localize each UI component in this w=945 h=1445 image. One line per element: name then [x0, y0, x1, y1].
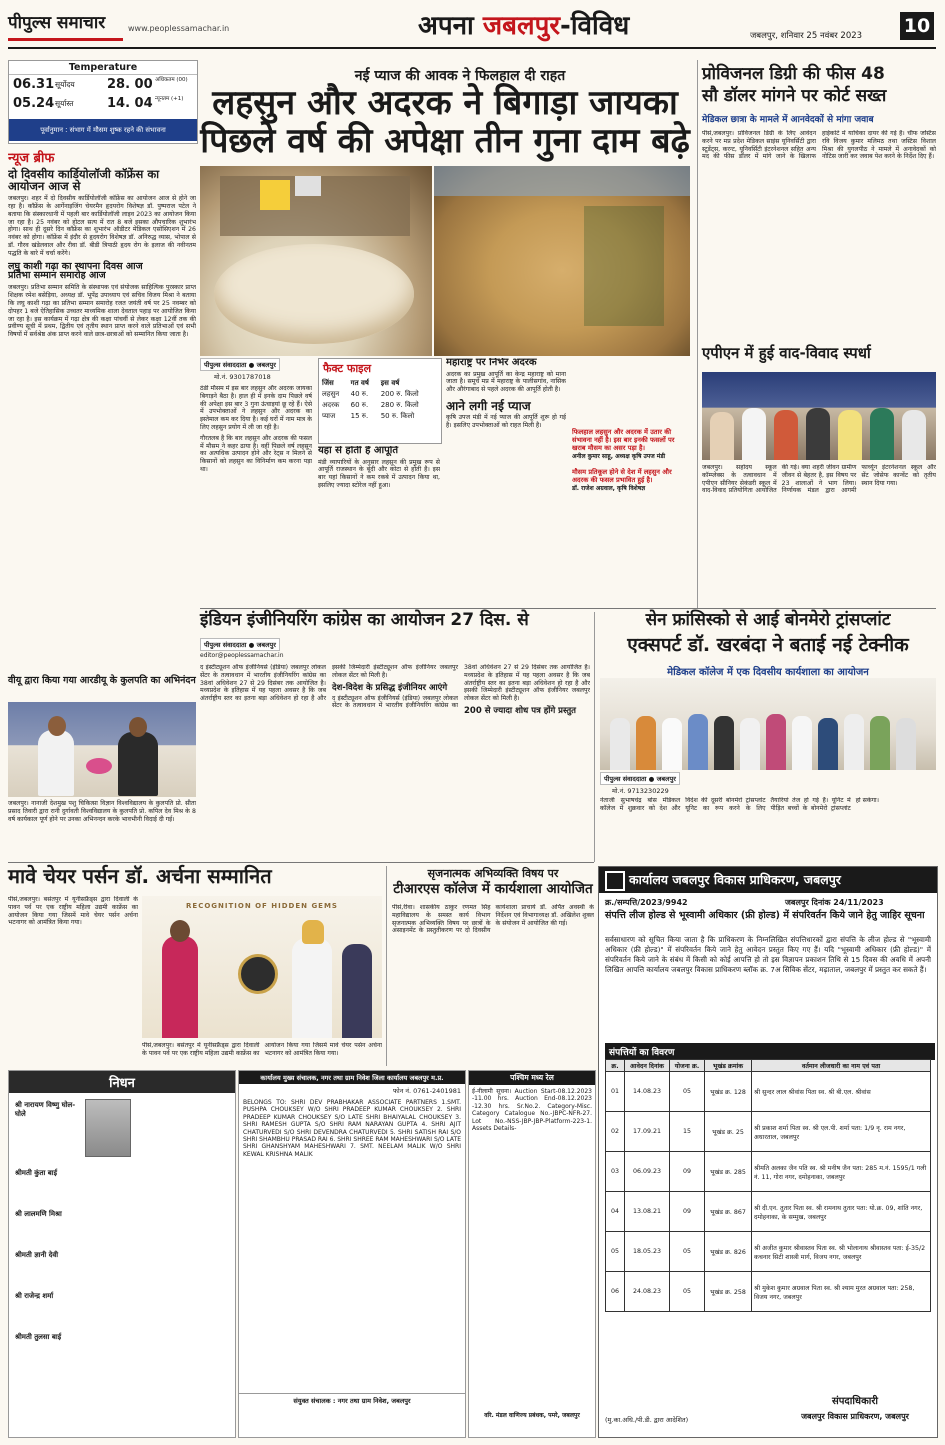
- town-planning-footer: संयुक्त संचालक : नगर तथा ग्राम निवेश, जबलपुर: [239, 1393, 465, 1405]
- jda-property-table: [605, 1059, 931, 1312]
- lead-quotes-col: [572, 358, 690, 606]
- section-title: [418, 8, 629, 44]
- jda-cell: 05: [670, 1072, 705, 1112]
- jda-cell: 13.08.21: [625, 1192, 670, 1232]
- jda-cell: भूखंड क्र. 258: [705, 1272, 752, 1312]
- jda-cell: भूखंड क्र. 25: [705, 1112, 752, 1152]
- fact-cell: 50 रु. किलो: [380, 412, 415, 420]
- brief-1-body: जबलपुर। शहर में दो दिवसीय कार्डियोलॉजी कॉफ्रेंस का आयोजन आज से होने जा रहा है। कॉफ्रेंस के आर्गेनाइजिंग चेयरमैन हृदयरोग विशेषज्ञ डॉ. पुष्पराज पटेल ने बताया कि संस्कारधानी में पहली बार कार्डियोलॉजी लाइव 2023 का आयोजन किया जा रहा है। 25 नवंबर को होटल सत्य में रात 8 बजे इसका औपचारिक शुभारंभ होगा। साथ ही दूसरे दिन कॉफ्रेंस का शुभारंभ ऑडीटर मेडिकल एसोसिएशन में 26 नवंबर को होगा। कॉफ्रेंस में इंदौर से हृदयरोग विशेषज्ञ डॉ. अनिरुद्ध व्यास, भोपाल से डॉ. गौरव खंडेलवाल और रीवा डॉ. बीडी त्रिपाठी हृदय रोग के इलाज की नवीनतम पद्धति के बारे में चर्चा करेंगे।: [8, 195, 196, 257]
- min-temp-value: 14. 04: [107, 96, 153, 111]
- jda-logo-icon: [605, 871, 625, 891]
- divider: [594, 612, 595, 862]
- sunset-label: सूर्यास्त: [55, 99, 74, 108]
- ginger-photo: [434, 166, 690, 356]
- fact-cell: प्याज: [322, 412, 336, 420]
- jda-cell: 14.08.23: [625, 1072, 670, 1112]
- lead-sub-3: आने लगी नई प्याज: [446, 398, 531, 413]
- brief-4-caption: जबलपुर। नानाजी देशमुख पशु चिकित्सा विज्ञान विश्वविद्यालय के कुलपति प्रो. सीता प्रसाद तिवारी द्वारा रानी दुर्गावती विश्वविद्यालय के कुलपति प्रो. कपिल देव मिश्र के 8 वर्ष कार्यकाल पूर्ण होने पर उनका अभिनन्दन करके भावभीनी विदाई दी गई।: [8, 800, 196, 823]
- fact-cell: 280 रु. किलो: [380, 401, 419, 409]
- jda-cell: श्रीमति अलका जैन पति स्व. श्री मनीष जैन पता: 285 म.नं. 1595/1 गली नं. 11, गोरा नगर, दमोहनाका, जबलपुर: [752, 1152, 931, 1192]
- brief-1-title: दो दिवसीय कार्डियोलॉजी कॉफ्रेंस का आयोजन आज से: [8, 167, 160, 194]
- town-planning-notice: [238, 1070, 466, 1438]
- jda-cell: 05: [606, 1232, 625, 1272]
- debate-winners-photo: [702, 372, 936, 460]
- brief-4-title: वीयू द्वारा किया गया आरडीयू के कुलपति का अभिनंदन: [8, 675, 196, 686]
- page-number: 10: [900, 12, 934, 40]
- bone-marrow-headline-1: सेन फ्रांसिस्को से आई बोनमेरो ट्रांसप्लांट: [645, 610, 891, 630]
- jda-cell: श्री मुकेश कुमार अग्रवाल पिता स्व. श्री श्याम मुरत अग्रवाल पता: 258, विजय नगर, जबलपुर: [752, 1272, 931, 1312]
- divider: [8, 862, 594, 863]
- max-temp-value: 28. 00: [107, 77, 153, 92]
- sunrise-value: 06.31: [13, 77, 55, 92]
- bone-marrow-body: नेताजी सुभाषचंद्र बोस मेडिकल कॉलेज में शुक्रवार को देश और विदेश की दूसरी बोनमेरो ट्रांसप्लांट यूनिट का रूप करने के लिए तैयारियां तेज हो गई हैं। यूनिट में पीड़ित बच्चों के बोनमेरो ट्रांसप्लांट हो सकेगा।: [600, 797, 879, 812]
- news-brief-column: [8, 148, 196, 728]
- lead-kicker: नई प्याज की आवक ने फिलहाल दी राहत: [354, 68, 566, 84]
- lead-body-col1: [200, 385, 312, 605]
- jda-signature-title: संपदाधिकारी: [831, 1396, 879, 1407]
- jda-date: जबलपुर दिनांक 24/11/2023: [785, 898, 884, 907]
- lead-quote-2: मौसम प्रतिकूल होने से देश में लहसुन और अदरक की फसल प्रभावित हुई है।: [572, 468, 672, 484]
- obituary-item: श्री राजेन्द्र शर्मा: [15, 1292, 54, 1300]
- engineering-body-2: द इंस्टीट्यूशन ऑफ इंजीनियर्स (इंडिया) जबलपुर लोकल सेंटर के तत्वावधान में भारतीय इंजीनियरिंग कांग्रेस का 38वां अधिवेशन 27 से 29 दिसंबर तक आयोजित है। मध्यप्रदेश के इतिहास में यह पहला अवसर है कि जब अंतर्राष्ट्रीय स्तर का इतना बड़ा अधिवेशन हो रहा है और इसकी जिम्मेदारी इंस्टीट्यूशन ऑफ इंजीनियर जबलपुर लोकल सेंटर को मिली है।: [332, 664, 590, 710]
- fact-file-table: [321, 378, 439, 422]
- fact-cell: 60 रु.: [350, 401, 369, 409]
- jda-col-header: भूखंड क्रमांक: [705, 1060, 752, 1072]
- railway-title: पश्चिम मध्य रेल: [469, 1071, 595, 1085]
- jda-cell: श्री प्रकाश शर्मा पिता स्व. श्री एल.पी. शर्मा पता: 1/9 नृ. राम नगर, अधारताल, जबलपुर: [752, 1112, 931, 1152]
- trs-body: पीसं,रीवा। शासकीय ठाकुर रणमत सिंह महाविद्यालय के समस्त कार्य विभाग सृजनात्मक अभिव्यक्ति विषय पर छात्रों के असाइनमेंट के प्रस्तुतीकरण पर दो दिवसीय कार्यशाला प्राचार्य डॉ. अर्पित अवस्थी के निर्देशन एवं विभागाध्यक्ष डॉ. अखिलेश शुक्ल के संयोजन में आयोजित की गई।: [392, 904, 594, 935]
- jda-cell: 06.09.23: [625, 1152, 670, 1192]
- provisional-subhead: मेडिकल छात्रा के मामले में आनवेदकों से मांगा जवाब: [702, 115, 874, 125]
- jda-cell: 05: [670, 1232, 705, 1272]
- masthead-rule: [8, 47, 936, 49]
- engineering-headline: इंडियन इंजीनियरिंग कांग्रेस का आयोजन 27 दिस. से: [200, 610, 529, 630]
- sunrise-label: सूर्योदय: [55, 80, 75, 89]
- jda-title: कार्यालय जबलपुर विकास प्राधिकरण, जबलपुर: [629, 872, 841, 887]
- fact-head-1: गत वर्ष: [350, 379, 369, 387]
- max-temp-label: अधिकतम (00): [155, 77, 188, 83]
- bone-marrow-mobile: मो.नं. 9713230229: [612, 787, 669, 795]
- lead-sub-3-body: कृषि उपज मंडी में नई प्याज की आपूर्ति शुरू हो गई है। इसलिए उपभोक्ताओं को राहत मिली है।: [446, 414, 566, 430]
- jda-notice: [598, 866, 938, 1438]
- fact-cell: 15 रु.: [350, 412, 369, 420]
- archana-body: पीसं,जबलपुर। बसंतपुर में यूनीसफ्रैंड्स द्वारा दिवाली के पावन पर्व पर एक राष्ट्रीय महिला उद्यमी काफ्रेंस का आयोजन किया गया जिसमें मावे चेयर पर्सन अर्चना भटनागर को आमंत्रित किया गया।: [8, 896, 138, 927]
- jda-signature-org: जबलपुर विकास प्राधिकरण, जबलपुर: [801, 1412, 909, 1421]
- news-brief-label: न्यूज ब्रीफ: [8, 151, 55, 166]
- jda-cell: 09: [670, 1192, 705, 1232]
- jda-cell: 04: [606, 1192, 625, 1232]
- obituary-item: श्री लालमणि मिश्रा: [15, 1210, 62, 1218]
- jda-table-title: संपत्तियों का विवरण: [605, 1043, 935, 1060]
- jda-col-header: योजना क्र.: [670, 1060, 705, 1072]
- lead-body-2: गौरतलब है कि बार लहसुन और अदरक की फसल में मौसम ने कहर ढाया है। वहीं पिछले वर्ष लहसुन का अत्यधिक उत्पादन होने और रेट्स न मिलने से किसानों को लहसुन का विनिर्माण कम करना पड़ा था।: [200, 434, 312, 473]
- jda-cell: 01: [606, 1072, 625, 1112]
- temperature-title: Temperature: [9, 61, 197, 75]
- fact-cell: अदरक: [322, 401, 340, 409]
- lead-headline-2: पिछले वर्ष की अपेक्षा तीन गुना दाम बढ़े: [200, 121, 690, 161]
- obituary-item: श्रीमती तुलसा बाई: [15, 1333, 62, 1341]
- lead-sub-2: महाराष्ट्र पर निर्भर अदरक: [446, 358, 537, 368]
- brief-3-title: प्रतिभा सम्मान समारोह आज: [8, 270, 106, 282]
- min-temp-label: न्यूनतम (+1): [155, 96, 184, 102]
- brief-2-title: लघु काशी गढ़ा का स्थापना दिवस आज: [8, 260, 143, 272]
- bone-marrow-subhead: मेडिकल कॉलेज में एक दिवसीय कार्यशाला का आयोजन: [667, 667, 869, 678]
- masthead: [0, 0, 945, 56]
- section-prefix: अपना: [418, 11, 474, 41]
- archana-award-photo: [142, 896, 382, 1038]
- jda-body: सर्वसाधारण को सूचित किया जाता है कि प्राधिकरण के निम्नलिखित संपत्तिधारकों द्वारा संपत्ति के लीज होल्ड से "भूस्वामी अधिकार (फ्री होल्ड)" में संपरिवर्तन किये जाने हेतु आवेदन प्रस्तुत किए गए हैं। यदि "भूस्वामी अधिकार (फ्री होल्ड)" में संपरिवर्तन किये जाने के संबंध में किसी को कोई आपत्ति हो तो इस विज्ञापन प्रकाशन तिथि से 15 दिवस की अवधि में अपनी लिखित आपत्ति कार्यालय जबलपुर विकास प्राधिकरण ब्लॉक क्र. 7अ सिविक सेंटर, मढ़ाताल, जबलपुर में प्रस्तुत कर सकते हैं।: [605, 935, 931, 974]
- provisional-body: पीसं,जबलपुर। प्रोविजनल डिग्री के लिए आवेदन करने पर मप्र प्रदेश मेडिकल साइंस यूनिवर्सिटी द्वारा स्टूडेंट्स, करन्ट, यूनिवर्सिटी इंटरनेशनल सहित अन्य मद की फीस डॉलर में मांगे जाने के खिलाफ हाईकोर्ट में याचिका दायर की गई है। चीफ जस्टिस रवि विजय कुमार मलिमठ तथा जस्टिस विशाल मिश्रा की युगलपीठ ने मामले में अनावेदकों को नोटिस जारी कर जवाब पेश करने के निर्देश दिए हैं।: [702, 130, 936, 161]
- recognition-banner: RECOGNITION OF HIDDEN GEMS: [186, 902, 338, 910]
- fact-cell: 40 रु.: [350, 390, 369, 398]
- jda-col-header: वर्तमान लीजधारी का नाम एवं पता: [752, 1060, 931, 1072]
- brief-4-block: [8, 676, 196, 856]
- obituary-item: श्रीमती ज्ञानी देवी: [15, 1251, 59, 1259]
- brand-logo: [8, 10, 123, 41]
- lead-mobile: मो.नं. 9301787018: [214, 373, 271, 381]
- jda-cell: 02: [606, 1112, 625, 1152]
- jda-cell: भूखंड क्र. 285: [705, 1152, 752, 1192]
- lead-byline: पीपुल्स संवाददाता ● जबलपुर: [200, 358, 280, 371]
- obituary-item: श्रीमती कुंता बाई: [15, 1169, 58, 1177]
- archana-headline: मावे चेयर पर्सन डॉ. अर्चना सम्मानित: [8, 864, 272, 888]
- fact-cell: 200 रु. किलो: [380, 390, 419, 398]
- jda-cell: भूखंड क्र. 867: [705, 1192, 752, 1232]
- vc-felicitation-photo: [8, 702, 196, 797]
- jda-cell: भूखंड क्र. 128: [705, 1072, 752, 1112]
- jda-cell: श्री दी.एन. तुतार पिता स्व. श्री रामनाथ तुतार पता: यो.क्र. 09, शांति नगर, दमोहनाका, के सम्मुख, जबलपुर: [752, 1192, 931, 1232]
- trs-headline: टीआरएस कॉलेज में कार्यशाला आयोजित: [393, 881, 593, 897]
- npn-body: जबलपुर। सहोदय स्कूल कॉम्प्लेक्स के तत्वावधान में एपीएन सीनियर सेकंडरी स्कूल में वाद-विवाद प्रतियोगिता आयोजित की गई। क्या शहरी जीवन ग्रामीण जीवन से बेहतर है, इस विषय पर 23 शालाओं ने भाग लिया। निर्णायक मंडल द्वारा आगमी फार्च्यून इंटरनेशनल स्कूल और सेंट जोसेफ कान्वेंट को तृतीय स्थान दिया गया।: [702, 464, 936, 495]
- jda-cell: श्री अजीत कुमार श्रीवास्तव पिता स्व. श्री भोलानाथ श्रीवास्तव पता: ई-35/2 कचनार सिटी शास्त्री मार्ग, विजय नगर, जबलपुर: [752, 1232, 931, 1272]
- jda-cell: 09: [670, 1152, 705, 1192]
- trs-kicker: सृजनात्मक अभिव्यक्ति विषय पर: [427, 867, 559, 880]
- fact-head-2: इस वर्ष: [380, 379, 400, 387]
- section-suffix: -विविध: [560, 11, 630, 41]
- engineering-body-block: [200, 664, 590, 856]
- jda-cell: 03: [606, 1152, 625, 1192]
- town-planning-title: कार्यालय मुख्य संचालक, नगर तथा ग्राम निवेश जिला कार्यालय जबलपुर म.प्र.: [239, 1071, 465, 1084]
- workshop-group-photo: [600, 678, 936, 770]
- railway-notice: [468, 1070, 596, 1438]
- divider: [386, 866, 387, 1066]
- lead-body-1: ठंडी मौसम में इस बार लहसुन और अदरक जायका बिगाड़ने बैठा है। हाल ही में इनके दाम पिछले वर्ष की अपेक्षा इस बार 3 गुना ऊंचाइयां छू रहे हैं। ऐसे में उपभोक्ताओं ने लहसुन और अदरक का इस्तेमाल कम कर दिया है। कई घरों में नाम मात्र के लिए लहसुन प्रयोग में ली जा रही है।: [200, 385, 312, 431]
- obituary-list: [15, 1101, 229, 1342]
- provisional-headline-1: प्रोविजनल डिग्री की फीस 48: [702, 64, 885, 84]
- lead-body-col3: [446, 358, 566, 606]
- engineering-body: द इंस्टीट्यूशन ऑफ इंजीनियर्स (इंडिया) जबलपुर लोकल सेंटर के तत्वावधान में भारतीय इंजीनियरिंग कांग्रेस का 38वां अधिवेशन 27 से 29 दिसंबर तक आयोजित है। मध्यप्रदेश के इतिहास में यह पहला अवसर है कि जब अंतर्राष्ट्रीय स्तर का इतना बड़ा अधिवेशन हो रहा है और इसकी जिम्मेदारी इंस्टीट्यूशन ऑफ इंजीनियर जबलपुर लोकल सेंटर को मिली है।: [200, 664, 458, 703]
- jda-cell: 06: [606, 1272, 625, 1312]
- jda-cell: 05: [670, 1272, 705, 1312]
- jda-cell: 15: [670, 1112, 705, 1152]
- brief-3-body: जबलपुर। प्रतिभा सम्मान समिति के संस्थापक एवं संयोजक साहित्यिक पुरस्कार प्राप्त शिक्षक रमेश बसेड़िया, अध्यक्ष डॉ. भूपेंद्र उपाध्याय एवं सचिव विजय मिश्रा ने बताया कि लघु काशी गढ़ा का प्रतिभा सम्मान समारोह रजत जयंती वर्ष पर 25 नवम्बर को दोपहर 1 बजे ऐतिहासिक उच्चतर माध्यमिक शाला देवताल पहाड़ पर आयोजित किया जा रहा है। इस कार्यक्रम में गढ़ा क्षेत्र की कक्षा पांचवीं से लेकर कक्षा 12वीं तक की प्रवीण्य सूची में प्रथम, द्वितीय एवं तृतीय स्थान प्राप्त करने वाले प्रतिभाओं एवं सभी विषयों में सर्वश्रेष्ठ अंक प्राप्त करने वाले छात्र-छात्राओं को सम्मानित किया जाता है।: [8, 284, 196, 339]
- lead-quote-1: फिलहाल लहसुन और अदरक में उतार की संभावना नहीं है। इस बार इनकी फसलों पर खराब मौसम का असर पड़ा है।: [572, 428, 675, 452]
- provisional-headline-2: सौ डॉलर मांगने पर कोर्ट सख्त: [702, 86, 887, 106]
- town-planning-phone: फोन नं. 0761-2401981: [393, 1087, 461, 1095]
- fact-file-title: फैक्ट फाइल: [323, 362, 372, 375]
- fact-cell: लहसुन: [322, 390, 340, 398]
- railway-body: ई-नीलामी सूचना। Auction Start-08.12.2023 -11.00 hrs. Auction End-08.12.2023 -12.30 hrs. Sr.No.2. Category-Misc. Category Catalogue No.-JBPC-NFR-27. Lot No.-NSS-JBP-JBP-Platform-223-1. Assets Details-: [472, 1088, 592, 1133]
- forecast-text: पूर्वानुमान : संभाग में मौसम शुष्क रहने की संभावना: [9, 119, 197, 141]
- jda-col-header: आवेदन दिनांक: [625, 1060, 670, 1072]
- jda-cell: भूखंड क्र. 826: [705, 1232, 752, 1272]
- garlic-photo: [200, 166, 432, 356]
- obituary-item: श्री नारायण विष्णु घोल-घोले: [15, 1101, 76, 1118]
- lead-quote-1-name: अनील कुमार साहू, अध्यक्ष कृषि उपज मंडी: [572, 453, 666, 460]
- town-planning-body: BELONGS TO: SHRI DEV PRABHAKAR ASSOCIATE PARTNERS 1.SMT. PUSHPA CHOUKSEY W/O SHRI PRADEEP KUMAR CHOUKSEY 2. SHRI PRADEEP KUMAR CHOUKSEY S/O LATE SHRI BHAIYALAL CHOUKSEY 3. SHRI RAMESH GUPTA S/O SHRI RAM NARAYAN GUPTA 4. SHRI AJIT CHATURVEDI S/O SHRI DEVENDRA CHATURVEDI 5. SHRI SATISH RAI S/O SHRI SHAMBHU PRASAD RAI 6. SHRI SHREE RAM MAHESHWARI S/O LATE SHRI GHANSHYAM MAHESHWARI 7. SMT. NEELAM MALIK W/O SHRI KEWAL KRISHNA MALIK: [243, 1099, 461, 1158]
- temperature-box: [8, 60, 198, 144]
- engineering-email[interactable]: editor@peoplessamachar.in: [200, 652, 284, 659]
- fact-head-0: जिंस: [322, 379, 334, 387]
- jda-cell: 17.09.21: [625, 1112, 670, 1152]
- website-url[interactable]: www.peoplessamachar.in: [128, 24, 230, 33]
- lead-sub-1: यहां से होती है आपूर्ति: [318, 446, 399, 456]
- engineering-sub-1: देश-विदेश के प्रसिद्ध इंजीनियर आएंगे: [332, 682, 448, 693]
- jda-cell: 18.05.23: [625, 1232, 670, 1272]
- archana-body-2: पीसं,जबलपुर। बसंतपुर में यूनीसफ्रैंड्स द्वारा दिवाली के पावन पर्व पर एक राष्ट्रीय महिला उद्यमी काफ्रेंस का आयोजन किया गया जिसमें मावे चेयर पर्सन अर्चना भटनागर को आमंत्रित किया गया।: [142, 1042, 382, 1057]
- jda-cell: 24.08.23: [625, 1272, 670, 1312]
- jda-ref: क्र./सम्पत्ति/2023/9942: [605, 898, 688, 907]
- bone-marrow-byline: पीपुल्स संवाददाता ● जबलपुर: [600, 772, 680, 785]
- sunset-value: 05.24: [13, 96, 55, 111]
- jda-col-header: क्र.: [606, 1060, 625, 1072]
- jda-title-bar: [599, 867, 937, 893]
- jda-cell: श्री सुन्दर लाल श्रीवांस पिता स्व. श्री बी.एल. श्रीवांस: [752, 1072, 931, 1112]
- lead-body-col2: [318, 446, 440, 606]
- divider: [697, 60, 698, 608]
- lead-sub-2-body: अदरक का प्रमुख आपूर्ति का केन्द्र महाराष्ट्र को माना जाता है। समूचे मप्र में महाराष्ट्र के पालीसगांव, नासिक और औरंगाबाद से पहले अदरक की आपूर्ति होती है।: [446, 370, 566, 394]
- jda-headline: संपत्ति लीज होल्ड से भूस्वामी अधिकार (फ्री होल्ड) में संपरिवर्तन किये जाने हेतु जाहिर सूचना: [605, 910, 925, 921]
- fact-file-box: [318, 358, 442, 444]
- lead-headline-1: लहसुन और अदरक ने बिगाड़ा जायका: [212, 83, 678, 123]
- section-city: जबलपुर: [482, 11, 561, 41]
- jda-footer-code: (मु.का.अधि./पी.डी. द्वारा आदेशित): [605, 1416, 689, 1424]
- railway-footer: वरि. मंडल वाणिज्य प्रबंधक, पमरे, जबलपुर: [484, 1412, 580, 1419]
- obituary-title: निधन: [9, 1071, 235, 1093]
- lead-quote-2-name: डॉ. राजेश अग्रवाल, कृषि विशेषज्ञ: [572, 485, 646, 492]
- npn-headline: एपीएन में हुई वाद-विवाद स्पर्धा: [702, 344, 871, 362]
- bone-marrow-headline-2: एक्सपर्ट डॉ. खरबंदा ने बताई नई टेक्नीक: [627, 634, 909, 656]
- issue-date: जबलपुर, शनिवार 25 नवंबर 2023: [750, 31, 863, 41]
- engineering-sub-2: 200 से ज्यादा शोध पत्र होंगे प्रस्तुत: [464, 705, 577, 716]
- brand-name: पीपुल्स समाचार: [8, 13, 106, 33]
- obituary-box: [8, 1070, 236, 1438]
- engineering-byline: पीपुल्स संवाददाता ● जबलपुर: [200, 638, 280, 651]
- lead-sub-1-body: मंडी व्यापारियों के अनुसार लहसुन की प्रमुख रूप से आपूर्ति राजस्थान के बूंदी और कोटा से होती है। इस बार यहां किसानों ने कम रकबे में उत्पादन किया था, इसलिए ज्यादा स्टोरेज नहीं हुआ।: [318, 458, 440, 489]
- divider: [200, 608, 936, 609]
